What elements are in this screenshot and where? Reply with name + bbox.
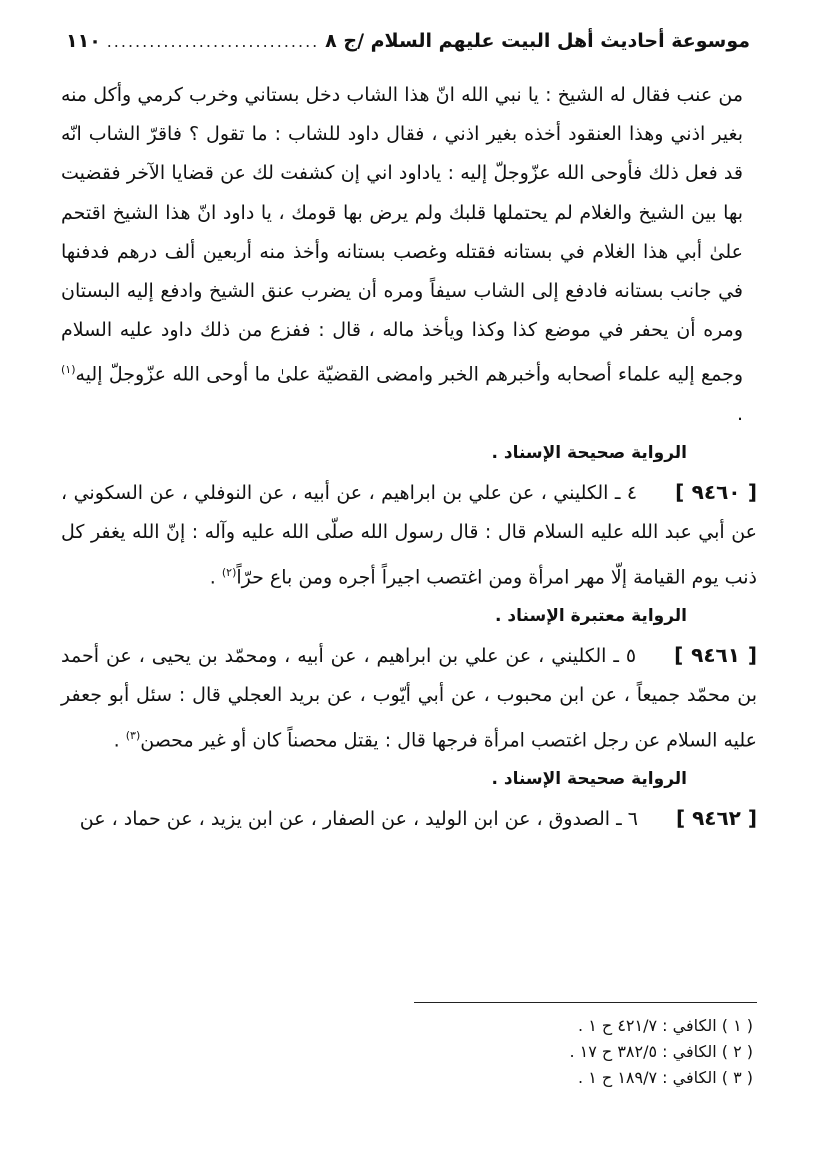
hadith-number: [ ٩٤٦٠ ]	[675, 480, 757, 505]
footnote-ref[interactable]: (٣)	[125, 728, 141, 742]
book-title: موسوعة أحاديث أهل البيت عليهم السلام /ج ٨	[325, 30, 750, 52]
hadith-text: ٥ ـ الكليني ، عن علي بن ابراهيم ، عن أبيه ، ومحمّد بن يحيى ، عن أحمد بن محمّد جميعاً ، عن ابن محبوب ، عن أبي أيّوب ، عن بريد العجلي قال : سئل أبو جعفر عليه السلام عن رجل اغتصب امرأة فرجها قال : يقتل محصناً كان أو غير محصن	[61, 645, 757, 751]
hadith-continuation-paragraph	[61, 76, 757, 434]
hadith-number: [ ٩٤٦٢ ]	[675, 806, 757, 831]
footnote-ref[interactable]: (١)	[61, 363, 76, 377]
paragraph-text: من عنب فقال له الشيخ : يا نبي الله انّ هذا الشاب دخل بستاني وخرب كرمي وأكل منه بغير اذني وهذا العنقود أخذه بغير اذني ، فقال داود للشاب : ما تقول ؟ فاقرّ الشاب انّه قد فعل ذلك فأوحى الله عزّوجلّ إليه : ياداود اني إن كشفت لك عن قضايا الآخر فقضيت بها بين الشيخ والغلام لم يحتملها قلبك ولم يرض بها قومك ، يا داود انّ هذا الشيخ اقتحم علىٰ أبي هذا الغلام في بستانه فقتله وغصب بستانه وأخذ منه أربعين ألف درهم فدفنها في جانب بستانه فادفع إلى الشاب سيفاً ومره أن يضرب عنق الشيخ وادفع إليه البستان ومره أن يحفر في موضع كذا وكذا ويأخذ ماله ، قال : ففزع من ذلك داود عليه السلام وجمع إليه علماء أصحابه وأخبرهم الخبر وامضى القضيّة علىٰ ما أوحى الله عزّوجلّ إليه	[61, 84, 743, 386]
hadith-entry	[61, 473, 757, 597]
chain-grade: الرواية معتبرة الإسناد .	[495, 606, 687, 627]
chain-grade: الرواية صحيحة الإسناد .	[491, 769, 687, 790]
footnote-item: ( ٢ ) الكافي : ٣٨٢/٥ ح ١٧ .	[569, 1042, 753, 1061]
hadith-text: ٦ ـ الصدوق ، عن ابن الوليد ، عن الصفار ، عن ابن يزيد ، عن حماد ، عن	[79, 808, 638, 831]
chain-grade: الرواية صحيحة الإسناد .	[491, 443, 687, 464]
hadith-end: .	[209, 565, 222, 588]
footnote-ref[interactable]: (٢)	[221, 565, 237, 579]
hadith-entry	[61, 799, 757, 839]
hadith-end: .	[113, 728, 126, 751]
page-number: ١١٠	[66, 30, 101, 52]
footnote-item: ( ٣ ) الكافي : ١٨٩/٧ ح ١ .	[578, 1068, 753, 1087]
hadith-text: ٤ ـ الكليني ، عن علي بن ابراهيم ، عن أبيه ، عن النوفلي ، عن السكوني ، عن أبي عبد الله عليه السلام قال : قال رسول الله صلّى الله عليه وآله : إنّ الله يغفر كل ذنب يوم القيامة إلّا مهر امرأة ومن اغتصب اجيراً أجره ومن باع حرّاً	[61, 482, 757, 588]
paragraph-end: .	[736, 402, 743, 425]
hadith-number: [ ٩٤٦١ ]	[674, 643, 757, 668]
footnote-item: ( ١ ) الكافي : ٤٢١/٧ ح ١ .	[578, 1016, 753, 1035]
footnotes	[61, 1002, 757, 1091]
footnote-separator	[414, 1002, 757, 1003]
hadith-entry	[61, 636, 757, 760]
running-header	[60, 24, 756, 58]
page-body	[61, 76, 757, 839]
header-dot-leader: ..............................	[106, 31, 320, 51]
